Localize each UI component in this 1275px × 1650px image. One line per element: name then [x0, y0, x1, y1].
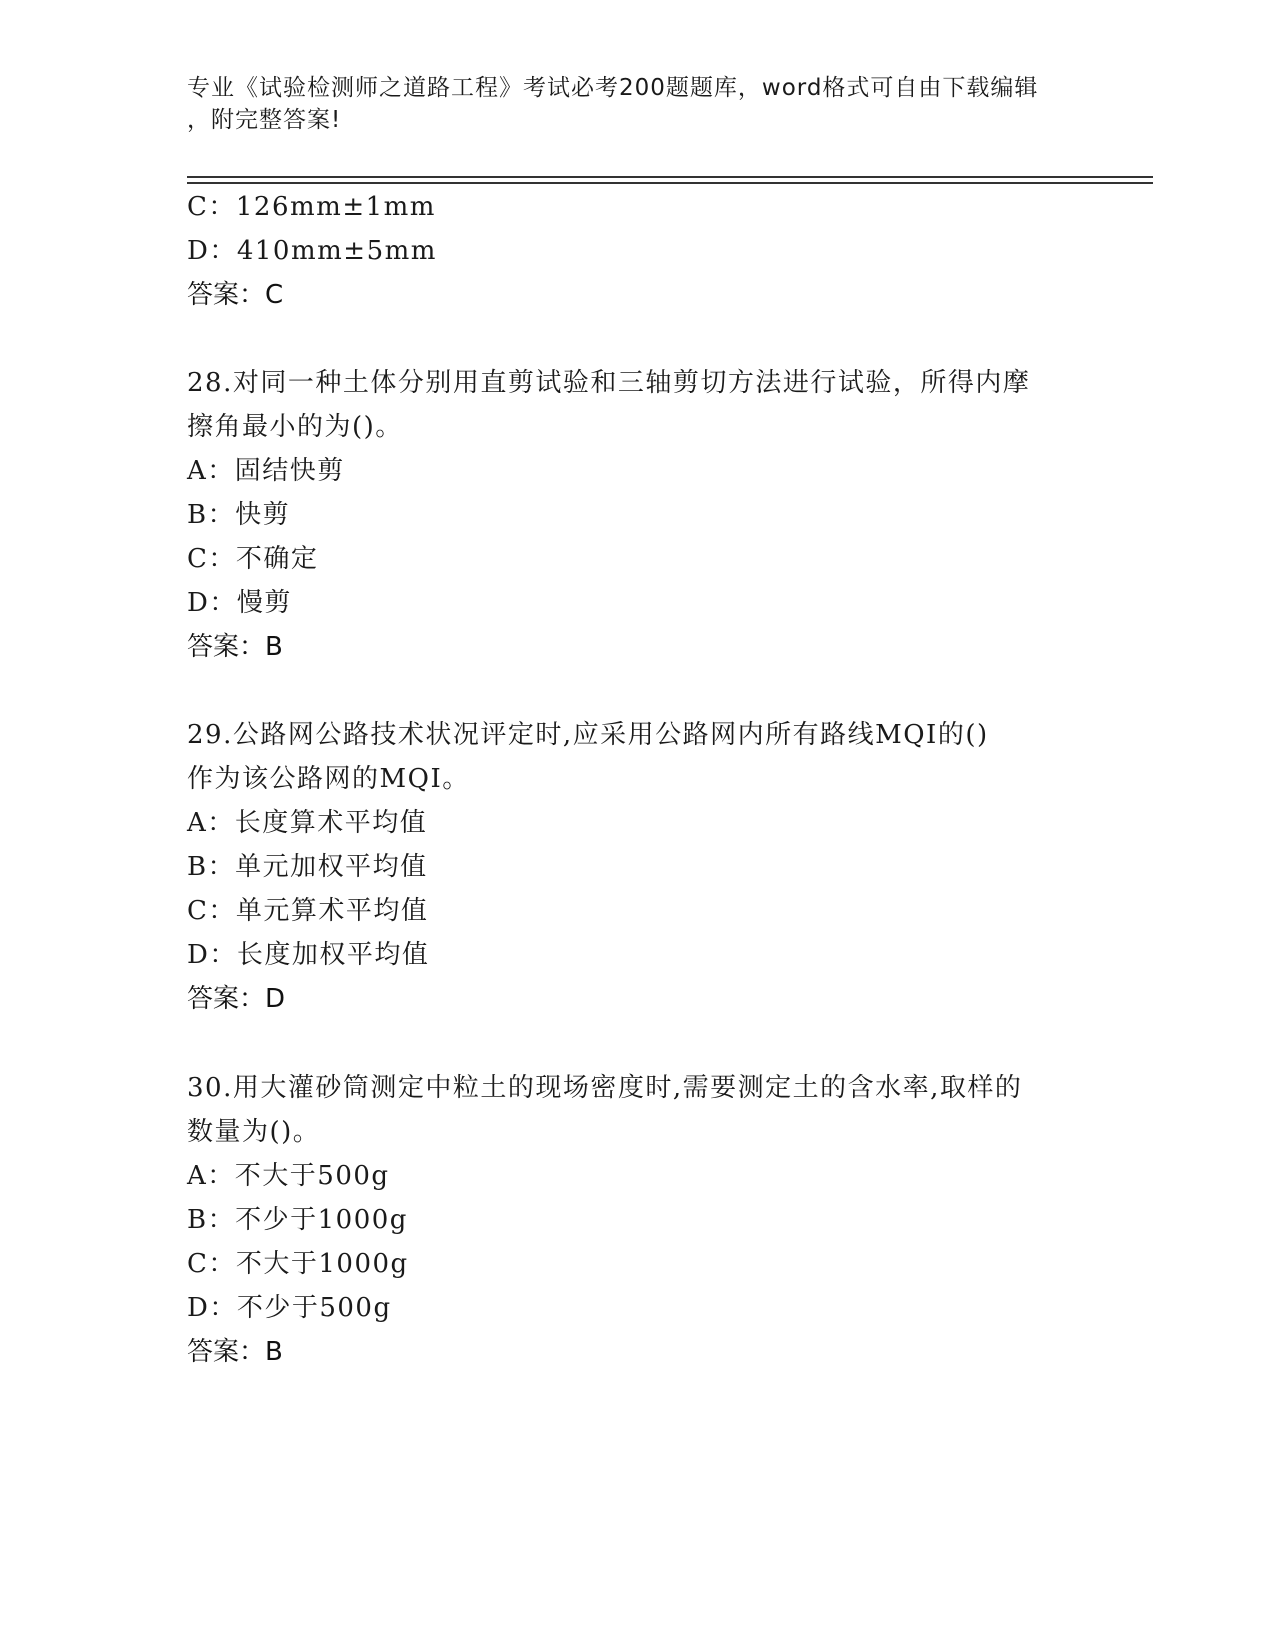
option-c: C：126mm±1mm [187, 192, 436, 222]
question-stem-line1: 29.公路网公路技术状况评定时,应采用公路网内所有路线MQI的() [187, 720, 989, 750]
question-stem-line2: 擦角最小的为()。 [187, 412, 403, 442]
answer-label: 答案：B [187, 1337, 283, 1367]
option-a: A：长度算术平均值 [187, 808, 428, 838]
header-rule-bottom [187, 182, 1153, 184]
answer-label: 答案：B [187, 632, 283, 662]
option-d: D：长度加权平均值 [187, 940, 430, 970]
question-stem-line1: 30.用大灌砂筒测定中粒土的现场密度时,需要测定土的含水率,取样的 [187, 1073, 1023, 1103]
option-b: B：快剪 [187, 500, 291, 530]
option-a: A：不大于500g [187, 1161, 390, 1191]
option-c: C：不大于1000g [187, 1249, 409, 1279]
option-d: D：410mm±5mm [187, 236, 437, 266]
option-c: C：不确定 [187, 544, 319, 574]
option-b: B：不少于1000g [187, 1205, 408, 1235]
option-a: A：固结快剪 [187, 456, 345, 486]
option-d: D：慢剪 [187, 588, 292, 618]
document-header [187, 72, 1067, 136]
header-line-2: ，附完整答案! [187, 107, 342, 133]
header-line-1: 专业《试验检测师之道路工程》考试必考200题题库，word格式可自由下载编辑 [187, 75, 1039, 101]
header-rule-top [187, 176, 1153, 178]
question-stem-line2: 作为该公路网的MQI。 [187, 764, 470, 794]
option-c: C：单元算术平均值 [187, 896, 429, 926]
option-b: B：单元加权平均值 [187, 852, 428, 882]
option-d: D：不少于500g [187, 1293, 392, 1323]
question-stem-line2: 数量为()。 [187, 1117, 321, 1147]
question-stem-line1: 28.对同一种土体分别用直剪试验和三轴剪切方法进行试验，所得内摩 [187, 368, 1031, 398]
answer-label: 答案：D [187, 984, 286, 1014]
answer-label: 答案：C [187, 280, 284, 310]
